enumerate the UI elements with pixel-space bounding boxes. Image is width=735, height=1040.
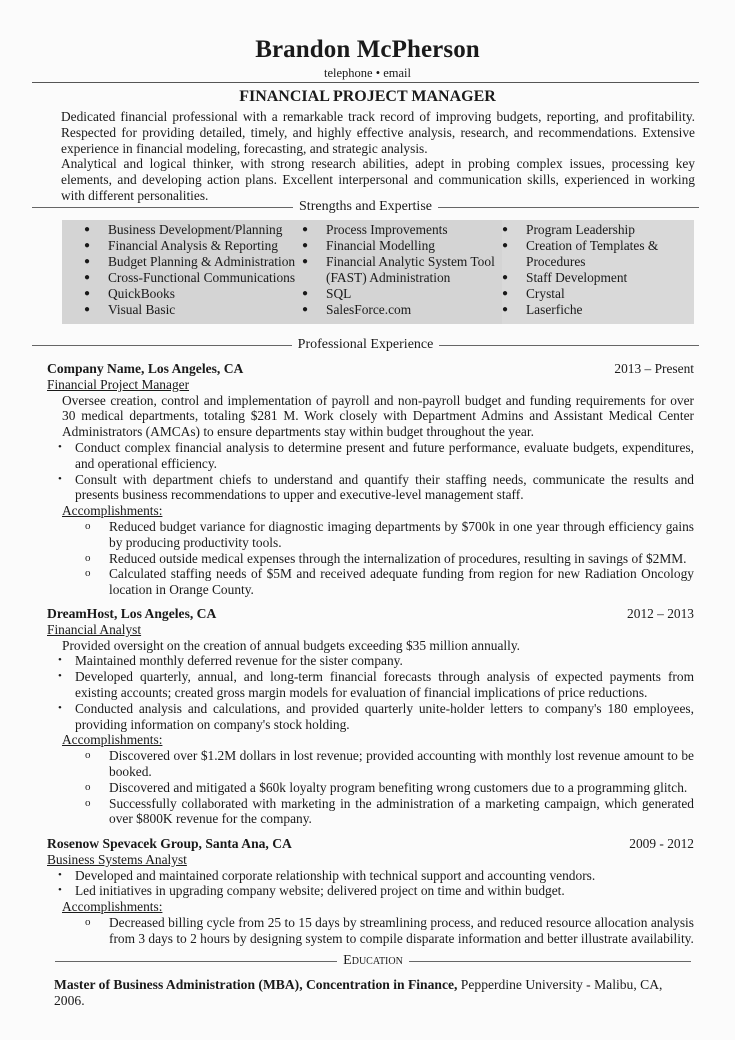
skill-item: ● Financial Analysis & Reporting bbox=[84, 238, 278, 253]
list-item: o Calculated staffing needs of $5M and received adequate funding from region for new Radiation Oncology location in Orange County. bbox=[47, 566, 694, 598]
section-header-education bbox=[55, 953, 691, 969]
job-headline: FINANCIAL PROJECT MANAGER bbox=[239, 88, 496, 105]
bullet-icon: ● bbox=[84, 256, 91, 267]
divider bbox=[32, 345, 292, 346]
skill-item: ● Budget Planning & Administration bbox=[84, 254, 296, 269]
job-dates: 2013 – Present bbox=[614, 361, 694, 376]
list-item: o Discovered and mitigated a $60k loyalty program benefiting wrong customers due to a programming glitch. bbox=[47, 780, 694, 796]
job-title: Business Systems Analyst bbox=[47, 851, 187, 867]
job-description: Oversee creation, control and implementation of payroll and non-payroll budget and funding requirements for over 30 medical departments, totaling $281 M. Work closely with Department Admins and Assistant Medical Center Administrators (AMCAs) to ensure departments stay within budget throughout the year. bbox=[62, 392, 694, 440]
skills-column-3 bbox=[502, 220, 694, 324]
bullet-icon: ● bbox=[502, 224, 509, 235]
company-name: Company Name, Los Angeles, CA bbox=[47, 361, 244, 376]
list-item: o Reduced budget variance for diagnostic imaging departments by $700k in one year through efficiency gains by producing productivity tools. bbox=[47, 519, 694, 551]
skill-item: ● Financial Analytic System Tool (FAST) Administration bbox=[302, 254, 495, 285]
bullet-icon: ● bbox=[84, 224, 91, 235]
list-item: • Led initiatives in upgrading company website; delivered project on time and within budget. bbox=[47, 883, 694, 899]
section-header-strengths bbox=[32, 199, 699, 215]
skills-column-1 bbox=[62, 220, 302, 324]
accomplishment-list bbox=[47, 519, 694, 598]
job-dates: 2009 - 2012 bbox=[629, 836, 694, 851]
skill-item: ● Cross-Functional Communications bbox=[84, 270, 296, 285]
skill-item: ● Process Improvements bbox=[302, 222, 448, 237]
list-item: o Decreased billing cycle from 25 to 15 days by streamlining process, and reduced resource allocation analysis from 3 days to 2 hours by designing system to compile disparate information and better illustrate availability. bbox=[47, 915, 694, 947]
job-header bbox=[47, 836, 694, 852]
degree: Master of Business Administration (MBA), Concentration in Finance, bbox=[54, 977, 458, 992]
bullet-icon: ● bbox=[302, 288, 309, 299]
accomplishments-label: Accomplishments: bbox=[62, 899, 163, 915]
skill-item: ● Staff Development bbox=[502, 270, 628, 285]
section-header-experience bbox=[32, 337, 699, 353]
job-header bbox=[47, 606, 694, 622]
skill-item: ● Creation of Templates & Procedures bbox=[502, 238, 659, 269]
job-entry bbox=[47, 606, 694, 827]
job-title: Financial Project Manager bbox=[47, 376, 190, 392]
list-item: • Maintained monthly deferred revenue for the sister company. bbox=[47, 653, 694, 669]
bullet-icon: ● bbox=[84, 272, 91, 283]
divider bbox=[438, 207, 699, 208]
accomplishment-list bbox=[47, 748, 694, 827]
accomplishments-label: Accomplishments: bbox=[62, 503, 163, 519]
header-divider bbox=[32, 82, 699, 83]
skills-column-2 bbox=[302, 220, 502, 324]
accomplishments-label: Accomplishments: bbox=[62, 732, 163, 748]
skill-item: ● Laserfiche bbox=[502, 302, 583, 317]
bullet-icon: ● bbox=[302, 256, 309, 267]
summary-paragraph: Dedicated financial professional with a remarkable track record of improving budgets, reporting, and profitability. Respected for providing detailed, timely, and highly effective analysis, research, and recommendations. Extensive experience in financial modeling, forecasting, and strategic analysis. bbox=[61, 109, 695, 156]
bullet-icon: ● bbox=[302, 224, 309, 235]
bullet-icon: • bbox=[58, 701, 62, 714]
bullet-icon: ● bbox=[302, 240, 309, 251]
divider bbox=[55, 961, 337, 962]
job-header bbox=[47, 361, 694, 377]
list-item: o Reduced outside medical expenses through the internalization of procedures, resulting in savings of $2MM. bbox=[47, 551, 694, 567]
professional-summary bbox=[61, 109, 695, 204]
circle-bullet-icon: o bbox=[85, 796, 91, 809]
education-entry bbox=[54, 977, 694, 1009]
school: Pepperdine University - Malibu, CA, 2006. bbox=[54, 977, 663, 1008]
list-item: • Conduct complex financial analysis to determine present and future performance, evaluate budgets, expenditures, and operational efficiency. bbox=[47, 440, 694, 472]
job-title: Financial Analyst bbox=[47, 621, 142, 637]
skill-item: ● Crystal bbox=[502, 286, 565, 301]
skill-item: ● SalesForce.com bbox=[302, 302, 412, 317]
bullet-icon: • bbox=[58, 884, 62, 897]
bullet-icon: ● bbox=[84, 288, 91, 299]
section-title: Education bbox=[343, 953, 403, 968]
skill-item: ● Financial Modelling bbox=[302, 238, 435, 253]
divider bbox=[409, 961, 691, 962]
bullet-icon: • bbox=[58, 670, 62, 683]
divider bbox=[439, 345, 699, 346]
list-item: • Consult with department chiefs to understand and quantify their staffing needs, communicate the results and presents business recommendations to upper and executive-level management staff. bbox=[47, 472, 694, 504]
section-title: Strengths and Expertise bbox=[299, 199, 432, 214]
skill-item: ● Visual Basic bbox=[84, 302, 176, 317]
bullet-icon: • bbox=[58, 472, 62, 485]
responsibility-list bbox=[47, 440, 694, 503]
bullet-icon: ● bbox=[502, 304, 509, 315]
list-item: • Developed quarterly, annual, and long-term financial forecasts through analysis of expected payments from existing accounts; created gross margin models for evaluation of financial implications of price reductions. bbox=[47, 669, 694, 701]
list-item: o Discovered over $1.2M dollars in lost revenue; provided accounting with monthly lost revenue amount to be booked. bbox=[47, 748, 694, 780]
job-entry bbox=[47, 361, 694, 598]
contact-line: telephone • email bbox=[324, 66, 411, 80]
circle-bullet-icon: o bbox=[85, 915, 91, 928]
skill-item: ● Business Development/Planning bbox=[84, 222, 283, 237]
list-item: o Successfully collaborated with marketing in the administration of a marketing campaign, which generated over $800K revenue for the company. bbox=[47, 796, 694, 828]
bullet-icon: ● bbox=[84, 304, 91, 315]
bullet-icon: • bbox=[58, 868, 62, 881]
bullet-icon: ● bbox=[302, 304, 309, 315]
circle-bullet-icon: o bbox=[85, 551, 91, 564]
responsibility-list bbox=[47, 653, 694, 732]
bullet-icon: ● bbox=[502, 288, 509, 299]
job-entry bbox=[47, 836, 694, 947]
section-title: Professional Experience bbox=[297, 337, 434, 352]
list-item: • Developed and maintained corporate relationship with technical support and accounting vendors. bbox=[47, 868, 694, 884]
list-item: • Conducted analysis and calculations, and provided quarterly unite-holder letters to company's 180 employees, providing information on company's stock holding. bbox=[47, 701, 694, 733]
skill-item: ● Program Leadership bbox=[502, 222, 635, 237]
bullet-icon: ● bbox=[502, 272, 509, 283]
circle-bullet-icon: o bbox=[85, 749, 91, 762]
circle-bullet-icon: o bbox=[85, 567, 91, 580]
circle-bullet-icon: o bbox=[85, 519, 91, 532]
skill-item: ● SQL bbox=[302, 286, 352, 301]
company-name: Rosenow Spevacek Group, Santa Ana, CA bbox=[47, 836, 292, 851]
skill-item: ● QuickBooks bbox=[84, 286, 175, 301]
bullet-icon: • bbox=[58, 440, 62, 453]
company-name: DreamHost, Los Angeles, CA bbox=[47, 606, 217, 621]
job-description: Provided oversight on the creation of annual budgets exceeding $35 million annually. bbox=[62, 637, 521, 653]
bullet-icon: ● bbox=[502, 240, 509, 251]
job-dates: 2012 – 2013 bbox=[627, 606, 694, 621]
bullet-icon: • bbox=[58, 654, 62, 667]
responsibility-list bbox=[47, 868, 694, 900]
skills-table bbox=[62, 220, 694, 324]
circle-bullet-icon: o bbox=[85, 780, 91, 793]
accomplishment-list bbox=[47, 915, 694, 947]
candidate-name: Brandon McPherson bbox=[255, 36, 480, 63]
divider bbox=[32, 207, 293, 208]
bullet-icon: ● bbox=[84, 240, 91, 251]
summary-paragraph: Analytical and logical thinker, with strong research abilities, adept in probing complex issues, processing key elements, and developing action plans. Excellent interpersonal and communication skills, experienced in working with different personalities. bbox=[61, 156, 695, 203]
